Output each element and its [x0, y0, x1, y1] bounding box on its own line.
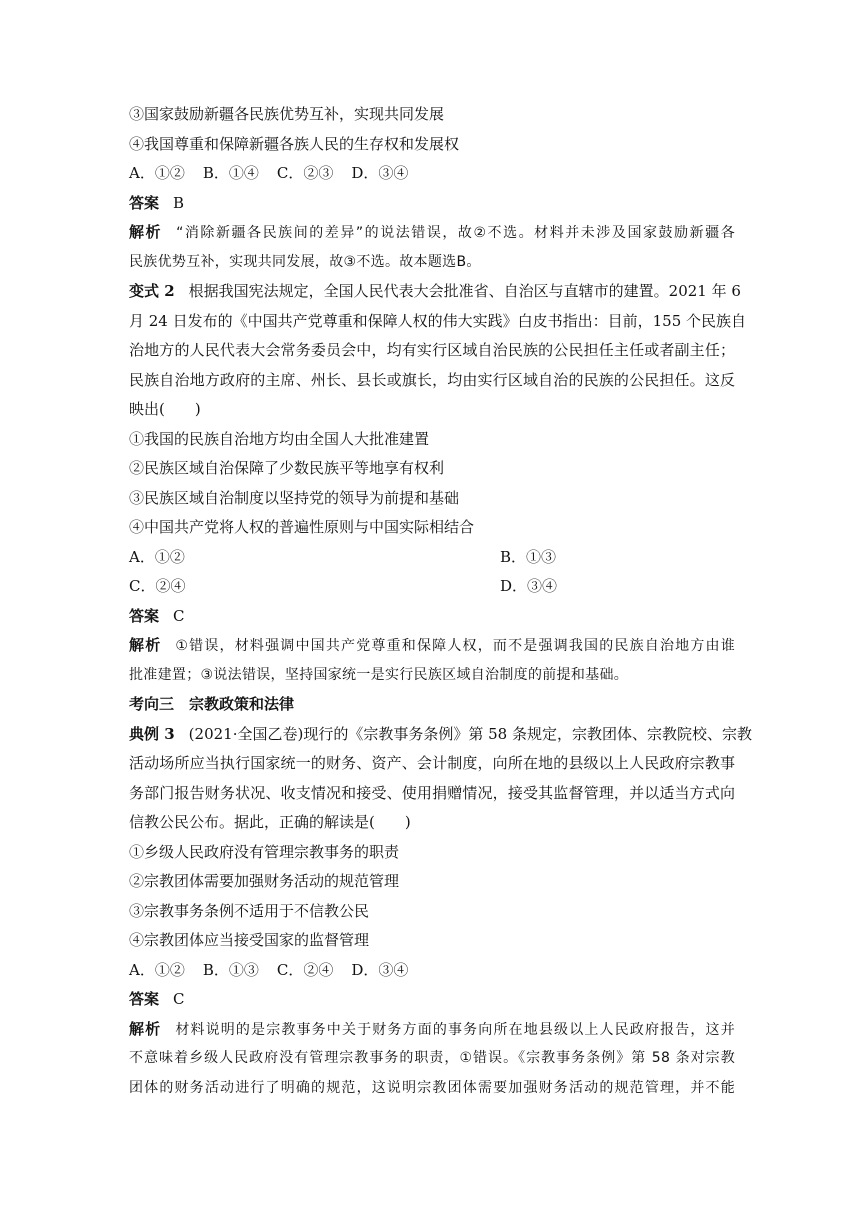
stem-text: (2021·全国乙卷)现行的《宗教事务条例》第 58 条规定，宗教团体、宗教院校、宗教 — [188, 725, 752, 743]
choice-b: B．①④ — [202, 164, 259, 182]
answer-label: 答案 — [129, 990, 160, 1008]
section-heading: 考向三 宗教政策和法律 — [129, 695, 295, 713]
question-stem-line: 信教公民公布。据此，正确的解读是( ) — [129, 813, 411, 831]
analysis-line: 团体的财务活动进行了明确的规范，这说明宗教团体需要加强财务活动的规范管理，并不能 — [129, 1080, 735, 1096]
analysis-text: “消除新疆各民族间的差异”的说法错误，故②不选。材料并未涉及国家鼓励新疆各 — [176, 225, 735, 241]
choice-c: C．②④ — [129, 577, 186, 595]
choice-options — [129, 163, 735, 183]
option-item-4: ④中国共产党将人权的普遍性原则与中国实际相结合 — [129, 518, 475, 536]
option-item-2: ②民族区域自治保障了少数民族平等地享有权利 — [129, 459, 445, 477]
option-item-4: ④我国尊重和保障新疆各族人民的生存权和发展权 — [129, 135, 460, 153]
option-item-1: ①乡级人民政府没有管理宗教事务的职责 — [129, 843, 400, 861]
choice-options — [129, 960, 735, 980]
analysis-line — [129, 635, 735, 656]
analysis-line — [129, 222, 735, 243]
answer-label: 答案 — [129, 607, 160, 625]
option-item-3: ③民族区域自治制度以坚持党的领导为前提和基础 — [129, 489, 460, 507]
question-stem-line: 治地方的人民代表大会常务委员会中，均有实行区域自治民族的公民担任主任或者副主任； — [129, 341, 735, 359]
answer-value: C — [173, 990, 185, 1008]
analysis-label: 解析 — [129, 1020, 162, 1038]
question-label: 变式 2 — [129, 282, 175, 300]
choice-row — [129, 576, 735, 596]
question-stem-line: 映出( ) — [129, 400, 201, 418]
question-stem-line: 活动场所应当执行国家统一的财务、资产、会计制度，向所在地的县级以上人民政府宗教事 — [129, 754, 735, 772]
question-stem-line — [129, 281, 741, 301]
analysis-line: 批准建置；③说法错误，坚持国家统一是实行民族区域自治制度的前提和基础。 — [129, 667, 629, 683]
analysis-text: ①错误，材料强调中国共产党尊重和保障人权，而不是强调我国的民族自治地方由谁 — [175, 638, 735, 654]
choice-c: C．②③ — [276, 164, 334, 182]
analysis-label: 解析 — [129, 636, 162, 654]
choice-d: D．③④ — [500, 577, 558, 595]
answer-line — [129, 193, 735, 213]
question-label: 典例 3 — [129, 725, 175, 743]
choice-c: C．②④ — [276, 961, 334, 979]
option-item-1: ①我国的民族自治地方均由全国人大批准建置 — [129, 430, 430, 448]
analysis-label: 解析 — [129, 223, 163, 241]
question-stem-line: 务部门报告财务状况、收支情况和接受、使用捐赠情况，接受其监督管理，并以适当方式向 — [129, 784, 735, 802]
analysis-line: 民族优势互补，实现共同发展，故③不选。故本题选B。 — [129, 254, 481, 270]
stem-text: 根据我国宪法规定，全国人民代表大会批准省、自治区与直辖市的建置。2021 年 6 — [188, 282, 741, 300]
question-stem-line: 月 24 日发布的《中国共产党尊重和保障人权的伟大实践》白皮书指出：目前，155 个民族自 — [129, 312, 747, 330]
analysis-line — [129, 1019, 735, 1040]
answer-label: 答案 — [129, 194, 160, 212]
choice-a: A．①② — [129, 548, 185, 566]
question-stem-line: 民族自治地方政府的主席、州长、县长或旗长，均由实行区域自治的民族的公民担任。这反 — [129, 371, 735, 389]
choice-a: A．①② — [129, 164, 185, 182]
choice-row — [129, 547, 735, 567]
analysis-line: 不意味着乡级人民政府没有管理宗教事务的职责，①错误。《宗教事务条例》第 58 条对宗教 — [129, 1050, 735, 1066]
analysis-text: 材料说明的是宗教事务中关于财务方面的事务向所在地县级以上人民政府报告，这并 — [175, 1022, 735, 1038]
question-stem-line — [129, 724, 752, 744]
answer-line — [129, 606, 735, 626]
choice-a: A．①② — [129, 961, 185, 979]
option-item-2: ②宗教团体需要加强财务活动的规范管理 — [129, 872, 400, 890]
answer-value: C — [173, 607, 185, 625]
choice-d: D．③④ — [351, 164, 409, 182]
option-item-4: ④宗教团体应当接受国家的监督管理 — [129, 931, 370, 949]
option-item-3: ③宗教事务条例不适用于不信教公民 — [129, 902, 370, 920]
answer-line — [129, 989, 735, 1009]
answer-value: B — [173, 194, 185, 212]
option-item-3: ③国家鼓励新疆各民族优势互补，实现共同发展 — [129, 105, 445, 123]
choice-d: D．③④ — [351, 961, 409, 979]
choice-b: B．①③ — [202, 961, 259, 979]
choice-b: B．①③ — [500, 548, 557, 566]
